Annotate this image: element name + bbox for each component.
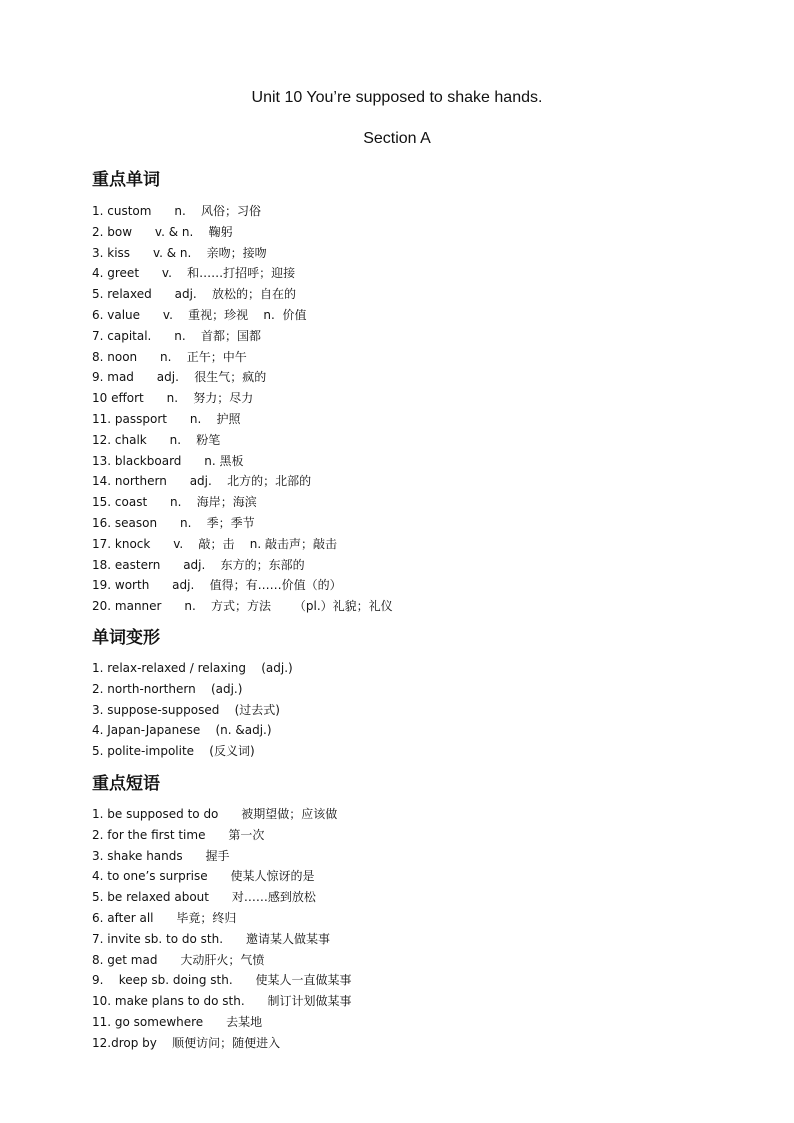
list-item: 5. be relaxed about 对……感到放松 <box>92 890 316 905</box>
list-item: 14. northern adj. 北方的；北部的 <box>92 474 312 489</box>
list-item: 4. to one’s surprise 使某人惊讶的是 <box>92 869 315 884</box>
list-item: 7. capital. n. 首都；国都 <box>92 328 261 343</box>
list-item: 8. noon n. 正午；中午 <box>92 349 247 364</box>
list-item: 12.drop by 顺便访问；随便进入 <box>92 1035 281 1050</box>
list-item: 9. mad adj. 很生气；疯的 <box>92 370 267 385</box>
list-item: 9. keep sb. doing sth. 使某人一直做某事 <box>92 973 352 988</box>
phrases-list <box>92 804 352 1054</box>
list-item: 11. go somewhere 去某地 <box>92 1014 263 1029</box>
list-item: 3. shake hands 握手 <box>92 848 230 863</box>
list-item: 2. north-northern (adj.) <box>92 681 243 696</box>
list-item: 10 effort n. 努力；尽力 <box>92 391 254 406</box>
list-item: 5. polite-impolite (反义词) <box>92 744 255 759</box>
list-item: 15. coast n. 海岸；海滨 <box>92 495 257 510</box>
list-item: 12. chalk n. 粉笔 <box>92 432 221 447</box>
list-item: 18. eastern adj. 东方的；东部的 <box>92 557 305 572</box>
list-item: 10. make plans to do sth. 制订计划做某事 <box>92 994 352 1009</box>
list-item: 6. after all 毕竟；终归 <box>92 910 237 925</box>
list-item: 3. kiss v. & n. 亲吻；接吻 <box>92 245 267 260</box>
list-item: 1. be supposed to do 被期望做；应该做 <box>92 807 338 821</box>
list-item: 1. relax-relaxed / relaxing (adj.) <box>92 661 293 675</box>
list-item: 8. get mad 大动肝火；气愤 <box>92 952 265 967</box>
list-item: 17. knock v. 敲；击 n. 敲击声；敲击 <box>92 536 337 551</box>
section-title: Section A <box>363 130 431 147</box>
list-item: 4. Japan-Japanese (n. &adj.) <box>92 723 272 738</box>
page-title: Unit 10 You’re supposed to shake hands. <box>251 89 543 106</box>
list-item: 11. passport n. 护照 <box>92 411 241 426</box>
phrases-heading: 重点短语 <box>92 774 160 794</box>
list-item: 16. season n. 季；季节 <box>92 515 255 530</box>
word-forms-heading: 单词变形 <box>92 628 160 648</box>
list-item: 2. bow v. & n. 鞠躬 <box>92 224 233 239</box>
vocabulary-list <box>92 201 393 617</box>
list-item: 1. custom n. 风俗；习俗 <box>92 204 262 218</box>
list-item: 3. suppose-supposed (过去式) <box>92 702 280 717</box>
list-item: 5. relaxed adj. 放松的；自在的 <box>92 287 297 302</box>
list-item: 4. greet v. 和……打招呼；迎接 <box>92 266 296 281</box>
vocabulary-heading: 重点单词 <box>92 170 160 190</box>
list-item: 6. value v. 重视；珍视 n. 价值 <box>92 307 307 322</box>
word-forms-list <box>92 658 293 762</box>
list-item: 20. manner n. 方式；方法 （pl.）礼貌；礼仪 <box>92 599 393 614</box>
list-item: 19. worth adj. 值得；有……价值（的） <box>92 578 342 593</box>
list-item: 7. invite sb. to do sth. 邀请某人做某事 <box>92 931 330 946</box>
list-item: 2. for the first time 第一次 <box>92 827 265 842</box>
list-item: 13. blackboard n. 黑板 <box>92 453 244 468</box>
